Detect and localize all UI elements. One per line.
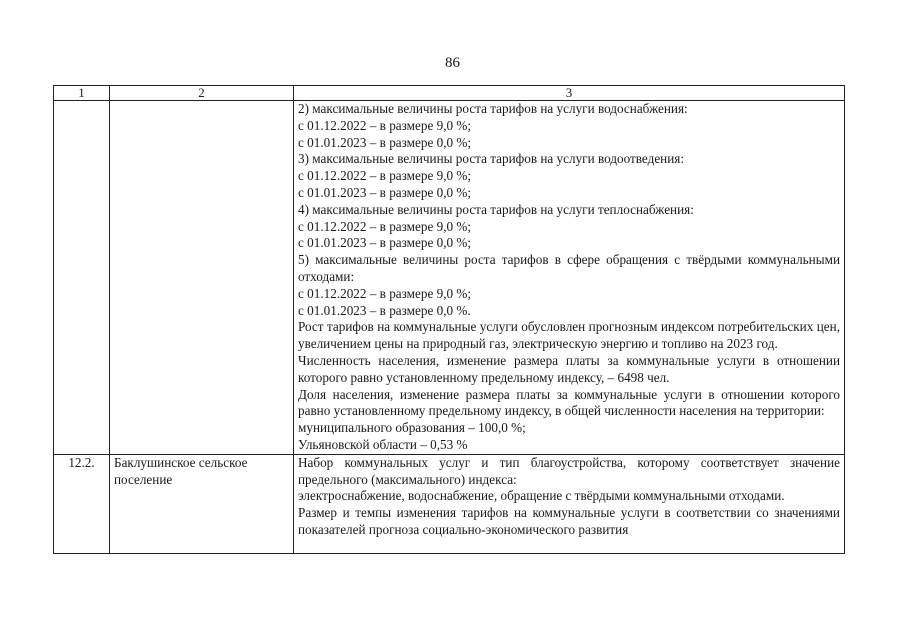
content-line: 5) максимальные величины роста тарифов в сфере обращения с твёрдыми коммунальными отходами:	[298, 252, 840, 284]
content-line: Ульяновской области – 0,53 %	[298, 436, 468, 452]
content-line: с 01.12.2022 – в размере 9,0 %;	[298, 218, 472, 234]
document-table	[53, 85, 845, 554]
row-content	[294, 454, 845, 553]
header-col-3: 3	[294, 86, 845, 101]
table-row	[54, 101, 845, 455]
header-col-1: 1	[54, 86, 110, 101]
content-line: электроснабжение, водоснабжение, обращение с твёрдыми коммунальными отходами.	[298, 488, 785, 504]
row-content	[294, 101, 845, 455]
content-line: 4) максимальные величины роста тарифов на услуги теплоснабжения:	[298, 201, 694, 217]
content-line: муниципального образования – 100,0 %;	[298, 420, 526, 436]
content-line: с 01.01.2023 – в размере 0,0 %.	[298, 302, 471, 318]
content-line: Численность населения, изменение размера платы за коммунальные услуги в отношении которого равно установленному предельному индексу, – 6498 чел.	[298, 352, 840, 385]
content-line: Рост тарифов на коммунальные услуги обусловлен прогнозным индексом потребительских цен, увеличением цены на природный газ, электрическую энергию и топливо на 2023 год.	[298, 319, 840, 352]
content-line: Размер и темпы изменения тарифов на коммунальные услуги в соответствии со значениями показателей прогноза социально-экономического развития	[298, 505, 840, 537]
table-header-row	[54, 86, 845, 101]
row-number	[54, 101, 110, 455]
content-line: с 01.12.2022 – в размере 9,0 %;	[298, 168, 472, 184]
row-settlement-name	[110, 101, 294, 455]
row-content-clip	[298, 455, 840, 553]
content-line: с 01.12.2022 – в размере 9,0 %;	[298, 117, 472, 133]
header-col-2: 2	[110, 86, 294, 101]
row-number: 12.2.	[54, 454, 110, 553]
content-line: Набор коммунальных услуг и тип благоустройства, которому соответствует значение предельного (максимального) индекса:	[298, 454, 840, 487]
content-line: с 01.01.2023 – в размере 0,0 %;	[298, 134, 472, 150]
page-number: 86	[445, 55, 460, 71]
content-line: с 01.01.2023 – в размере 0,0 %;	[298, 235, 472, 251]
content-line: 3) максимальные величины роста тарифов на услуги водоотведения:	[298, 151, 685, 167]
content-line: 2) максимальные величины роста тарифов на услуги водоснабжения:	[298, 101, 688, 116]
content-line: с 01.01.2023 – в размере 0,0 %;	[298, 184, 472, 200]
table-row	[54, 454, 845, 553]
content-line: Доля населения, изменение размера платы за коммунальные услуги в отношении которого равно установленному предельному индексу, в общей численности населения на территории:	[298, 386, 840, 419]
content-line: с 01.12.2022 – в размере 9,0 %;	[298, 285, 472, 301]
row-settlement-name: Баклушинское сельское поселение	[110, 454, 294, 553]
